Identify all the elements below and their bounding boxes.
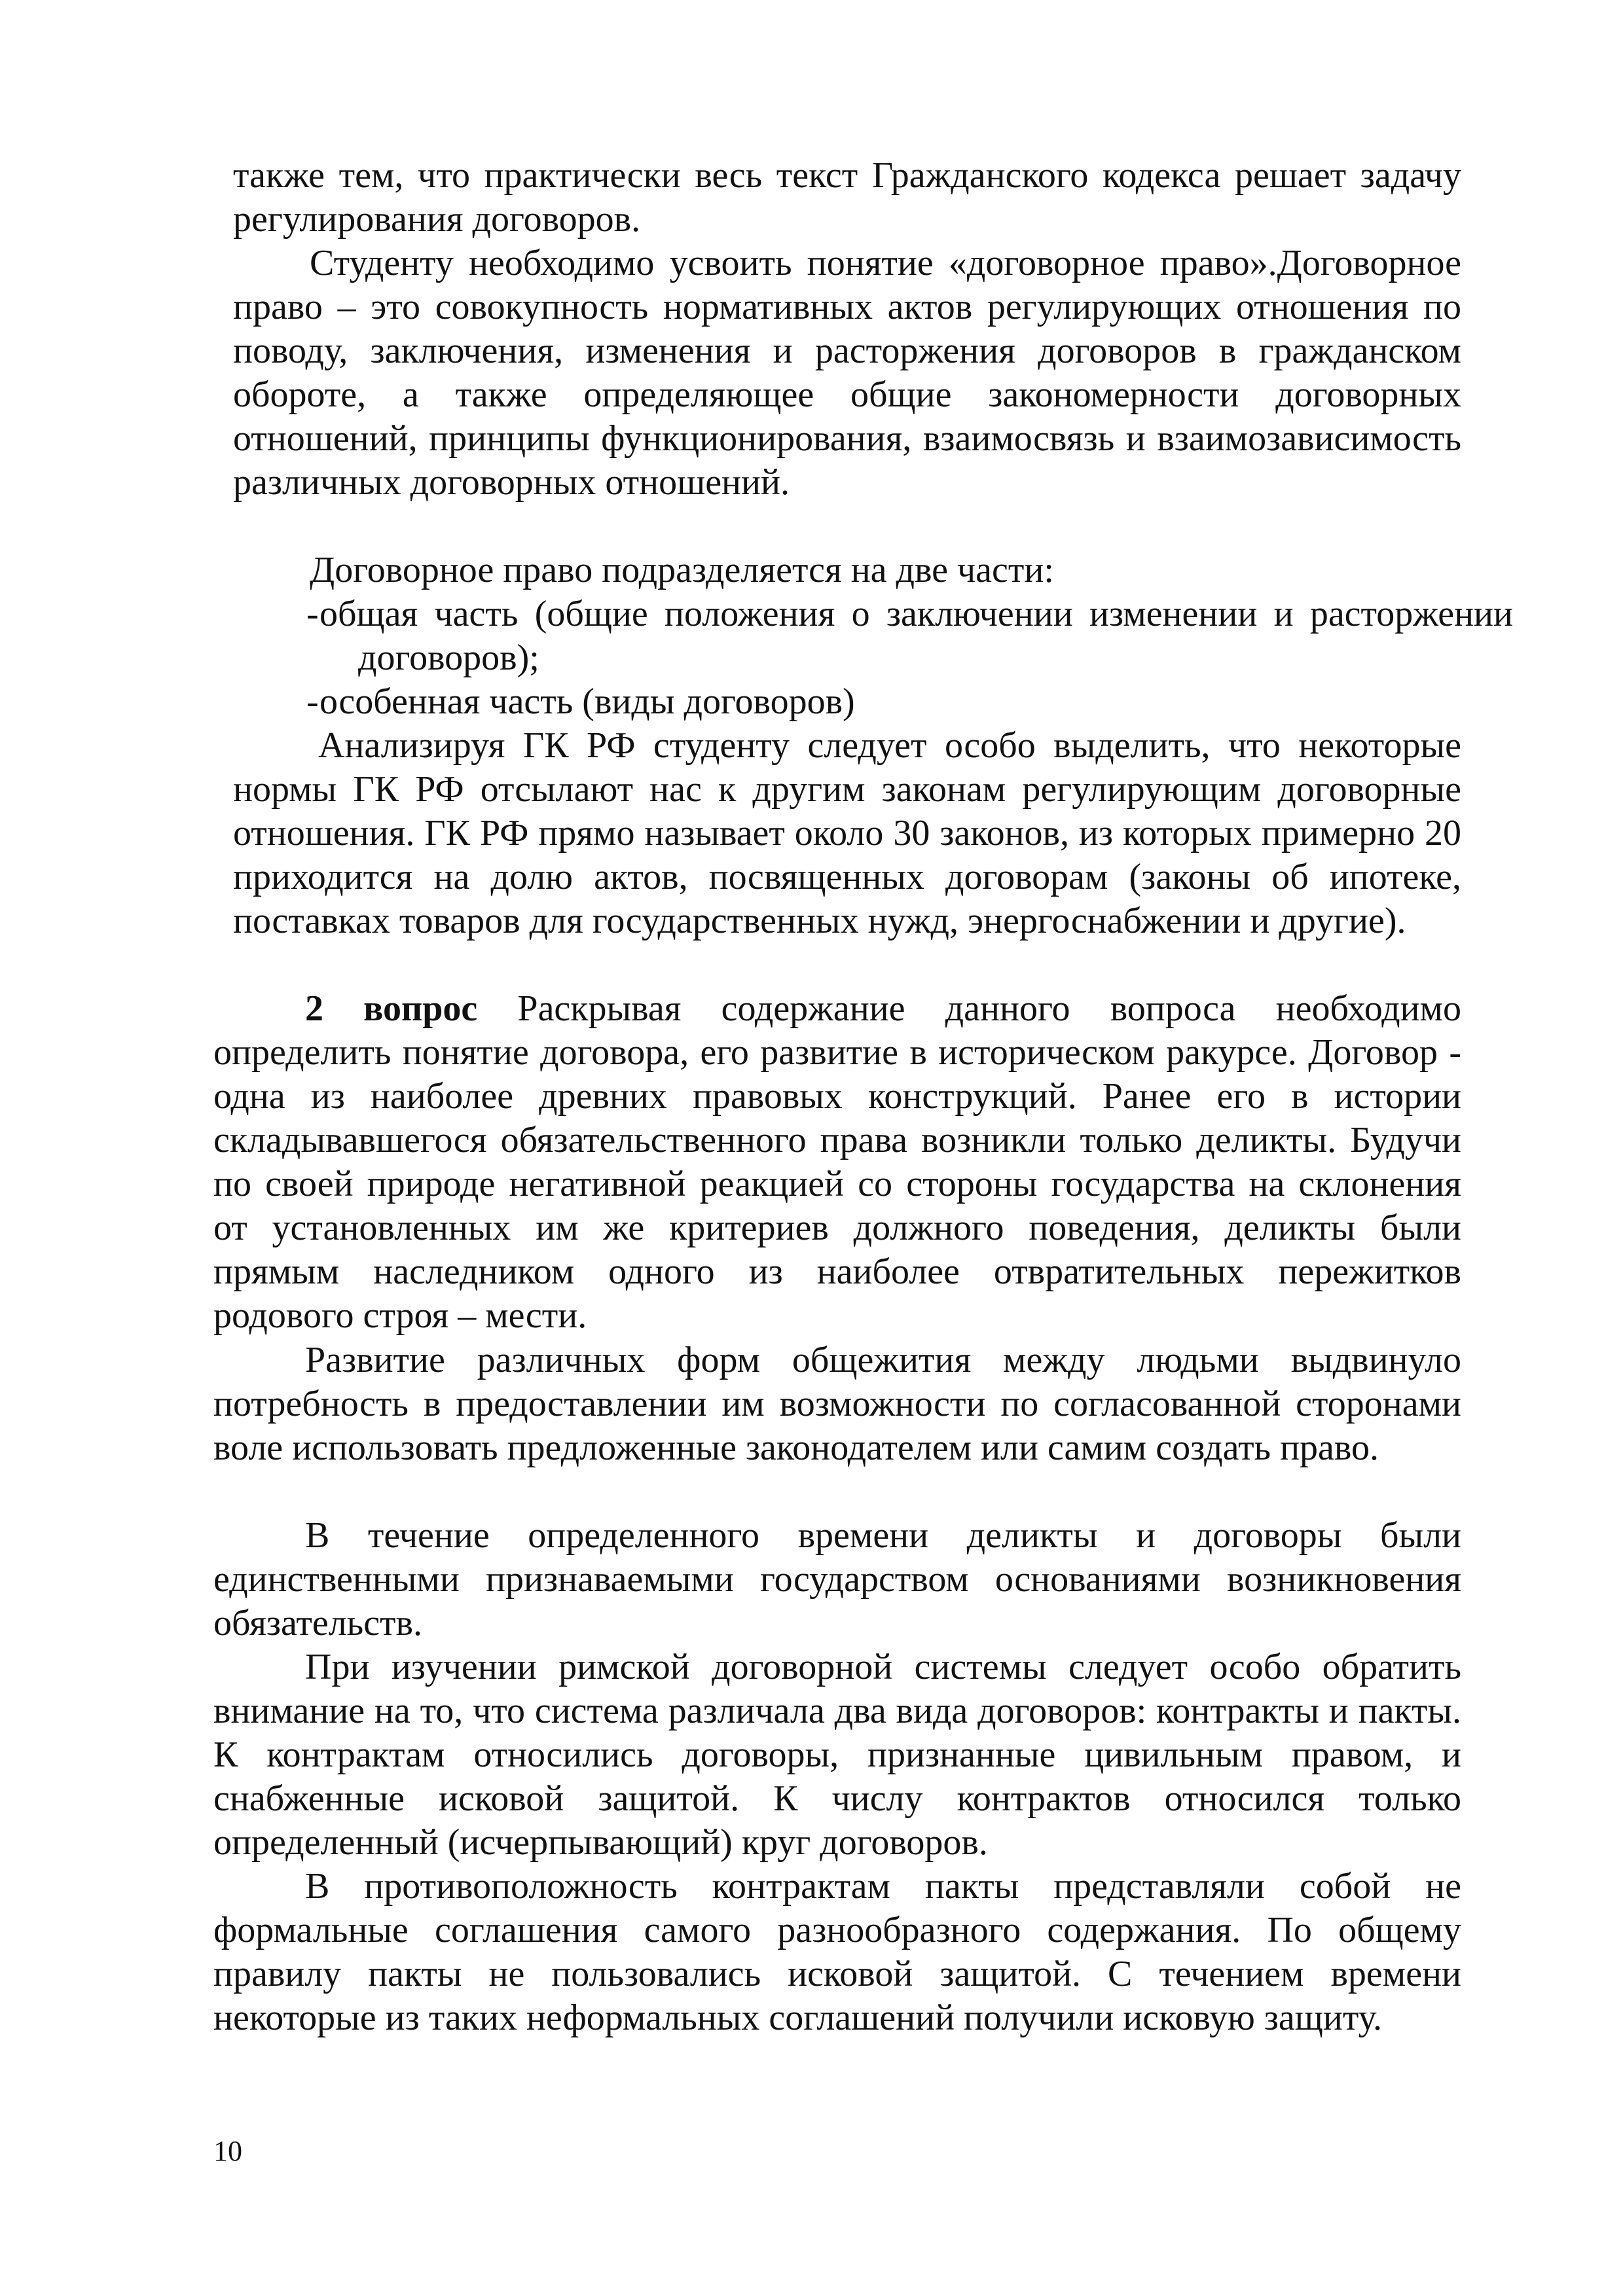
- paragraph-roman-contract-system: При изучении римской договорной системы следует особо обратить внимание на то, что система различала два вида договоров: контракты и пакты. К контрактам относились договоры, признанные цивильным правом, и снабженные исковой защитой. К числу контрактов относился только определенный (исчерпывающий) круг договоров.: [213, 1647, 1461, 1863]
- paragraph-pacts: В противоположность контрактам пакты представляли собой не формальные соглашения самого разнообразного содержания. По общему правилу пакты не пользовались исковой защитой. С течением времени некоторые из таких неформальных соглашений получили исковую защиту.: [213, 1866, 1461, 2038]
- question-2-heading: 2 вопрос: [305, 988, 478, 1029]
- page-number: 10: [213, 2135, 242, 2167]
- list-item-general-part: -общая часть (общие положения о заключении изменении и расторжении договоров);: [306, 594, 1513, 678]
- paragraph-continuation: также тем, что практически весь текст Гражданского кодекса решает задачу регулирования договоров.: [233, 155, 1461, 240]
- paragraph-delicts-and-contracts: В течение определенного времени деликты и договоры были единственными признаваемыми государством основаниями возникновения обязательств.: [213, 1515, 1461, 1643]
- paragraph-parts-intro: Договорное право подразделяется на две части:: [310, 550, 1054, 590]
- paragraph-civil-code-analysis: Анализируя ГК РФ студенту следует особо выделить, что некоторые нормы ГК РФ отсылают нас к другим законам регулирующим договорные отношения. ГК РФ прямо называет около 30 законов, из которых примерно 20 приходится на долю актов, посвященных договорам (законы об ипотеке, поставках товаров для государственных нужд, энергоснабжении и другие).: [233, 725, 1461, 941]
- list-item-special-part: -особенная часть (виды договоров): [306, 681, 855, 722]
- paragraph-question-2: 2 вопрос Раскрывая содержание данного вопроса необходимо определить понятие договора, его развитие в историческом ракурсе. Договор - одна из наиболее древних правовых конструкций. Ранее его в истории складывавшегося обязательственного права возникли только деликты. Будучи по своей природе негативной реакцией со стороны государства на склонения от установленных им же критериев должного поведения, деликты были прямым наследником одного из наиболее отвратительных пережитков родового строя – мести.: [213, 988, 1461, 1336]
- paragraph-contract-law-definition: Студенту необходимо усвоить понятие «договорное право».Договорное право – это совокупность нормативных актов регулирующих отношения по поводу, заключения, изменения и расторжения договоров в гражданском обороте, а также определяющее общие закономерности договорных отношений, принципы функционирования, взаимосвязь и взаимозависимость различных договорных отношений.: [233, 243, 1461, 503]
- paragraph-forms-of-community: Развитие различных форм общежития между людьми выдвинуло потребность в предоставлении им возможности по согласованной сторонами воле использовать предложенные законодателем или самим создать право.: [213, 1340, 1461, 1468]
